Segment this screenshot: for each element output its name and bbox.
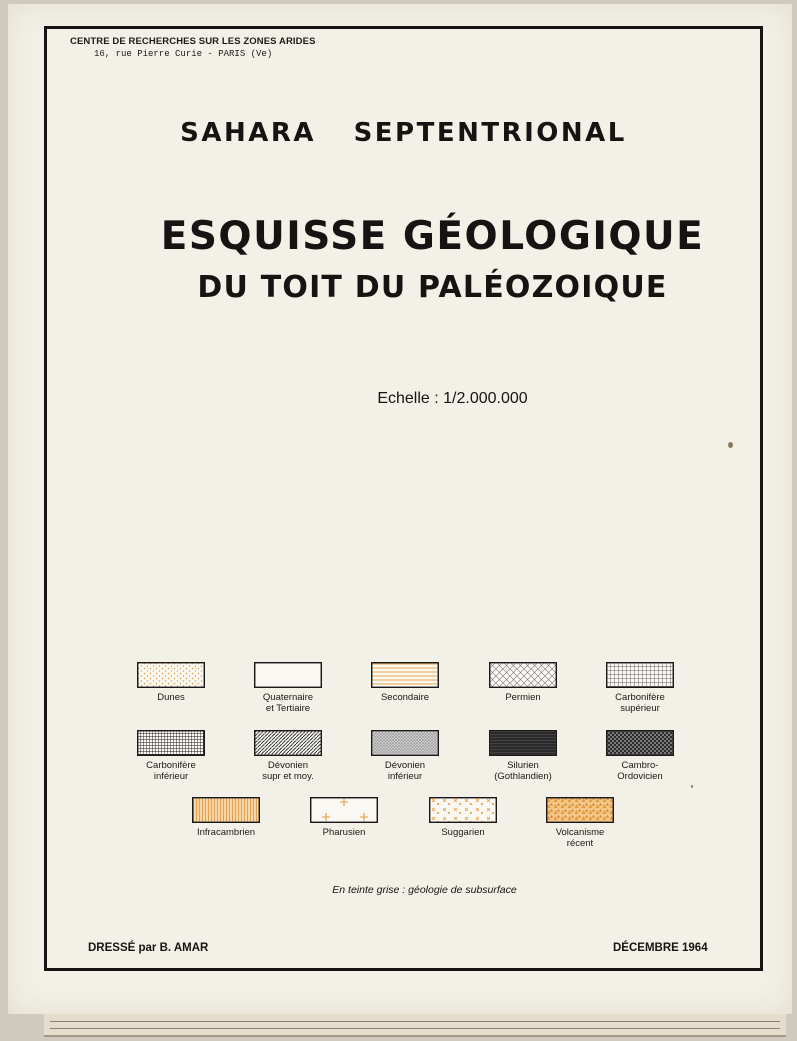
legend-label: Quaternaire et Tertiaire [262, 692, 314, 714]
legend-item [345, 730, 465, 782]
legend-swatch-hlines-orange [345, 662, 465, 688]
legend-swatch-stipple-grey [345, 730, 465, 756]
legend-item [580, 730, 700, 782]
paper-speck [728, 442, 733, 448]
legend-item [111, 730, 231, 782]
legend-item [403, 797, 523, 838]
legend-item [580, 662, 700, 714]
map-scale: Echelle : 1/2.000.000 [377, 390, 528, 407]
legend-item [228, 730, 348, 782]
author-credit: DRESSÉ par B. AMAR [88, 942, 209, 954]
legend-swatch-crosshatch-diag [463, 662, 583, 688]
region-heading: SAHARA SEPTENTRIONAL [180, 118, 627, 148]
publication-date: DÉCEMBRE 1964 [613, 942, 708, 954]
underlying-sheet-edge [50, 1021, 780, 1029]
legend-item [520, 797, 640, 849]
legend-label: Dunes [157, 692, 185, 703]
legend-label: Volcanisme récent [555, 827, 605, 849]
page-title: ESQUISSE GÉOLOGIQUE [160, 214, 705, 259]
legend-swatch-grid-dense [111, 730, 231, 756]
legend-label: Silurien (Gothlandien) [494, 760, 552, 782]
legend-label: Dévonien inférieur [384, 760, 426, 782]
legend-item [345, 662, 465, 703]
legend-swatch-blank [228, 662, 348, 688]
institution-name: CENTRE DE RECHERCHES SUR LES ZONES ARIDES [70, 36, 316, 47]
institution-address: 16, rue Pierre Curie - PARIS (Ve) [94, 49, 273, 59]
page-subtitle: DU TOIT DU PALÉOZOIQUE [197, 270, 668, 305]
legend-swatch-solid-dark [463, 730, 583, 756]
paper-speck [691, 785, 693, 788]
legend-swatch-plus-orange [284, 797, 404, 823]
legend-label: Carbonifère supérieur [615, 692, 665, 714]
legend-swatch-x-orange [403, 797, 523, 823]
legend-swatch-vlines-orange [166, 797, 286, 823]
legend-item [166, 797, 286, 838]
legend-swatch-diag-lines [228, 730, 348, 756]
legend-label: Secondaire [380, 692, 430, 703]
legend-label: Suggarien [441, 827, 485, 838]
legend-label: Pharusien [322, 827, 366, 838]
legend-item [111, 662, 231, 703]
legend-swatch-dots-orange [111, 662, 231, 688]
legend-swatch-triangles-orange [520, 797, 640, 823]
legend-swatch-dot-checker [580, 730, 700, 756]
institution-stamp [70, 36, 316, 60]
legend-item [463, 730, 583, 782]
legend-item [463, 662, 583, 703]
legend-swatch-grid-fine [580, 662, 700, 688]
legend-label: Infracambrien [196, 827, 256, 838]
legend-label: Cambro- Ordovicien [617, 760, 663, 782]
legend-label: Permien [505, 692, 541, 703]
legend-label: Carbonifère inférieur [146, 760, 196, 782]
legend-item [228, 662, 348, 714]
legend-item [284, 797, 404, 838]
legend-label: Dévonien supr et moy. [262, 760, 314, 782]
subsurface-note: En teinte grise : géologie de subsurface [332, 884, 517, 896]
